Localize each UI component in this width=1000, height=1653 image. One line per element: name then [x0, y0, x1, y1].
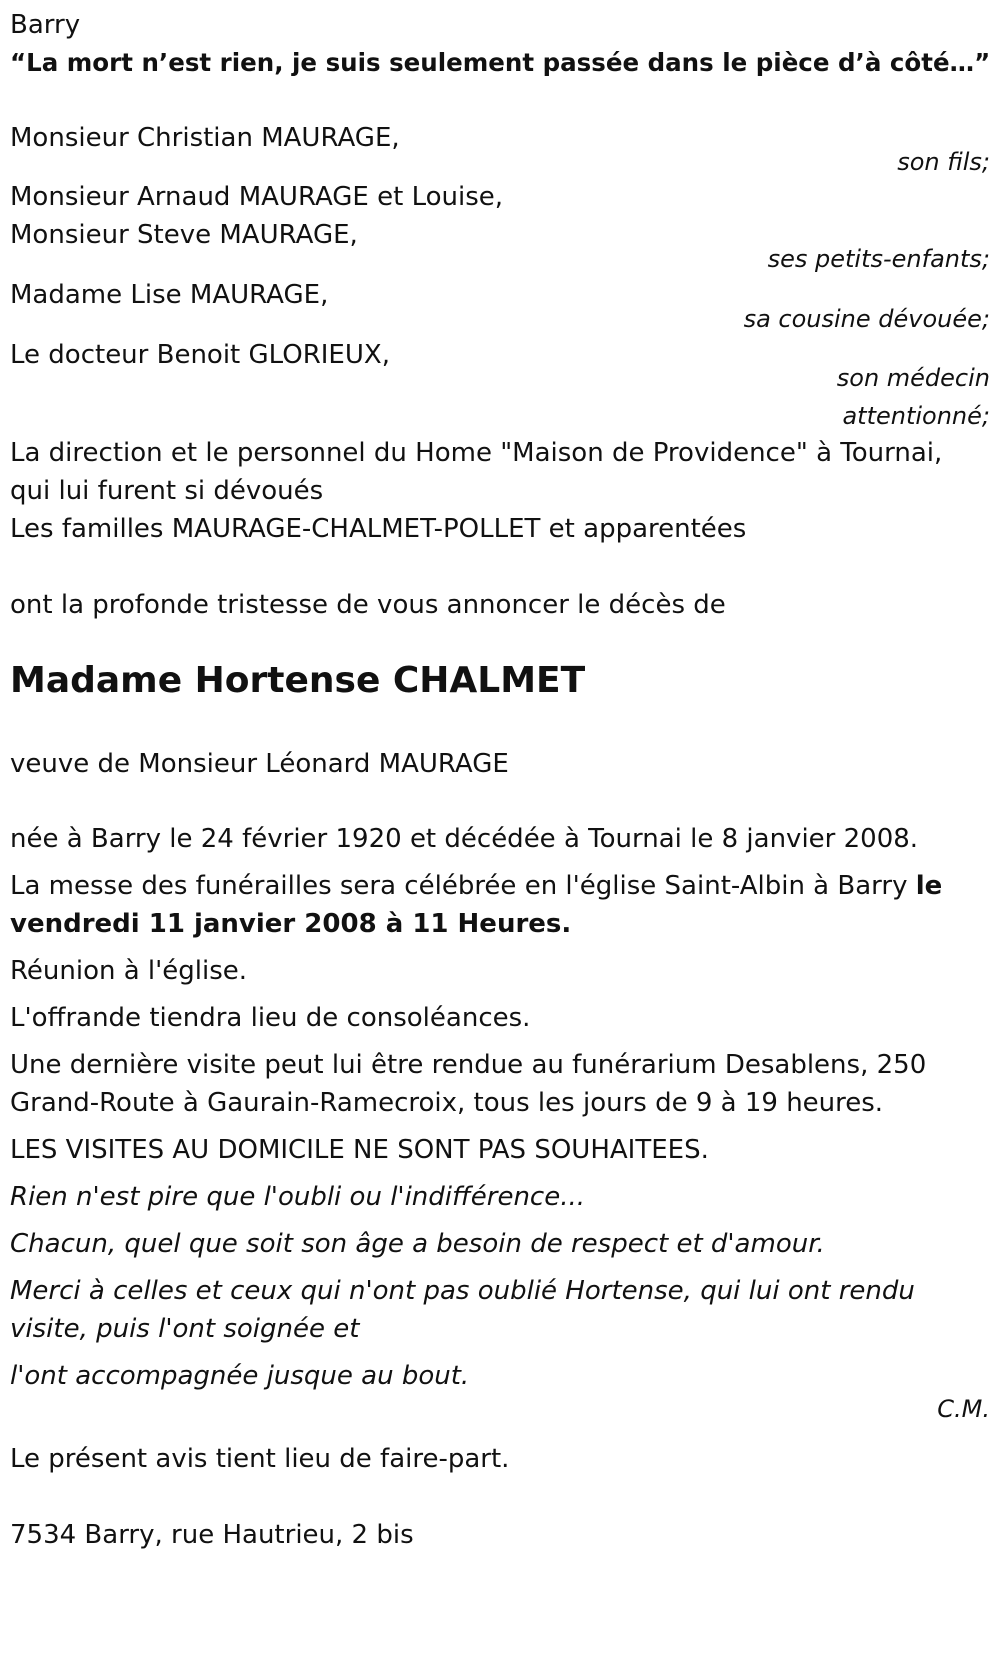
direction-line-1: La direction et le personnel du Home "Maison de Providence" à Tournai,: [10, 438, 943, 468]
no-home-visits: LES VISITES AU DOMICILE NE SONT PAS SOUHAITEES.: [10, 1135, 709, 1165]
relation-son: son fils;: [897, 148, 990, 176]
family-member-grandchild-2: Monsieur Steve MAURAGE,: [10, 220, 358, 250]
announcement-text: ont la profonde tristesse de vous annoncer le décès de: [10, 590, 726, 620]
message-line-1: Rien n'est pire que l'oubli ou l'indifférence...: [10, 1182, 586, 1212]
message-line-3b: visite, puis l'ont soignée et: [10, 1314, 360, 1344]
relation-cousin: sa cousine dévouée;: [743, 305, 990, 333]
header-quote: “La mort n’est rien, je suis seulement passée dans le pièce d’à côté…”: [10, 48, 991, 77]
offering-text: L'offrande tiendra lieu de consoléances.: [10, 1003, 531, 1033]
family-member-doctor: Le docteur Benoit GLORIEUX,: [10, 340, 390, 370]
family-member-grandchild-1: Monsieur Arnaud MAURAGE et Louise,: [10, 182, 504, 212]
obituary-notice: [10, 0, 990, 1653]
signature: C.M.: [937, 1395, 990, 1423]
widow-of: veuve de Monsieur Léonard MAURAGE: [10, 749, 509, 779]
message-line-4: l'ont accompagnée jusque au bout.: [10, 1361, 470, 1391]
families-line: Les familles MAURAGE-CHALMET-POLLET et apparentées: [10, 514, 747, 544]
birth-death-dates: née à Barry le 24 février 1920 et décédée à Tournai le 8 janvier 2008.: [10, 824, 919, 854]
relation-doctor-line1: son médecin: [836, 364, 990, 392]
family-member-cousin: Madame Lise MAURAGE,: [10, 280, 329, 310]
relation-grandchildren: ses petits-enfants;: [767, 245, 990, 273]
message-line-2: Chacun, quel que soit son âge a besoin de respect et d'amour.: [10, 1229, 825, 1259]
funeral-mass-paragraph: [10, 867, 980, 943]
meeting-text: Réunion à l'église.: [10, 956, 248, 986]
message-line-3a: Merci à celles et ceux qui n'ont pas oublié Hortense, qui lui ont rendu: [10, 1276, 915, 1306]
family-member-son: Monsieur Christian MAURAGE,: [10, 123, 400, 153]
visit-line-1: Une dernière visite peut lui être rendue au funérarium Desablens, 250: [10, 1050, 927, 1080]
direction-line-2: qui lui furent si dévoués: [10, 476, 324, 506]
deceased-name: Madame Hortense CHALMET: [10, 660, 586, 701]
funeral-mass-date: le vendredi 11 janvier 2008 à 11 Heures.: [10, 871, 943, 939]
funeral-mass-intro: La messe des funérailles sera célébrée en l'église Saint-Albin à Barry: [10, 871, 916, 901]
header-location: Barry: [10, 10, 81, 40]
faire-part-notice: Le présent avis tient lieu de faire-part.: [10, 1444, 510, 1474]
visit-line-2: Grand-Route à Gaurain-Ramecroix, tous les jours de 9 à 19 heures.: [10, 1088, 884, 1118]
address: 7534 Barry, rue Hautrieu, 2 bis: [10, 1520, 414, 1550]
relation-doctor-line2: attentionné;: [842, 402, 990, 430]
